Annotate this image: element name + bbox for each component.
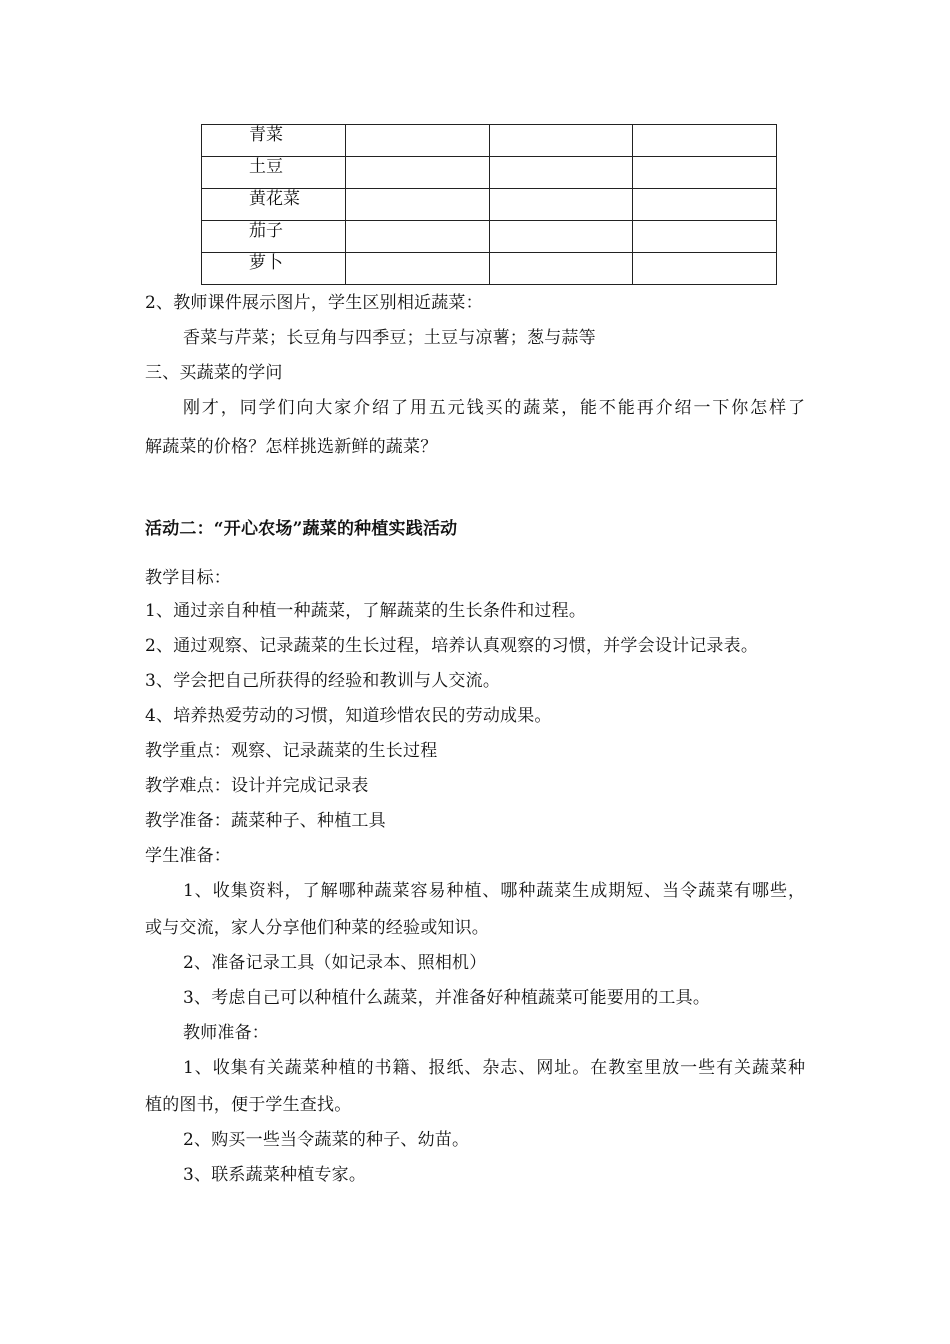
table-cell [633,157,777,189]
paragraph-item-2: 2、教师课件展示图片，学生区别相近蔬菜： [145,293,483,313]
table-cell [346,221,490,253]
teacher-prep-1-line2: 植的图书，便于学生查找。 [145,1095,352,1115]
table-cell [633,189,777,221]
difficulty: 教学难点：设计并完成记录表 [145,776,369,796]
table-cell [490,125,633,157]
table-row [202,189,777,221]
table-cell [633,253,777,285]
student-prep-3: 3、考虑自己可以种植什么蔬菜，并准备好种植蔬菜可能要用的工具。 [183,988,711,1008]
vegetable-name-cell: 黄花菜 [202,189,346,221]
teacher-prep-3: 3、联系蔬菜种植专家。 [183,1165,367,1185]
teacher-prep-label: 教师准备： [183,1023,269,1043]
vegetable-name-cell: 萝卜 [202,253,346,285]
goal-item: 2、通过观察、记录蔬菜的生长过程，培养认真观察的习惯，并学会设计记录表。 [145,636,759,656]
paragraph-part3-line1: 刚才，同学们向大家介绍了用五元钱买的蔬菜，能不能再介绍一下你怎样了 [183,398,805,418]
student-prep-1-line2: 或与交流，家人分享他们种菜的经验或知识。 [145,918,489,938]
table-cell [346,125,490,157]
teacher-prep-2: 2、购买一些当令蔬菜的种子、幼苗。 [183,1130,470,1150]
teacher-prep-1-line1: 1、收集有关蔬菜种植的书籍、报纸、杂志、网址。在教室里放一些有关蔬菜种 [183,1058,805,1078]
goal-item: 3、学会把自己所获得的经验和教训与人交流。 [145,671,501,691]
table-cell [490,189,633,221]
table-row [202,157,777,189]
vegetable-name-cell: 茄子 [202,221,346,253]
table-row [202,221,777,253]
table-cell [490,157,633,189]
goal-item: 4、培养热爱劳动的习惯，知道珍惜农民的劳动成果。 [145,706,552,726]
table-cell [633,125,777,157]
table-cell [346,253,490,285]
table-cell [490,253,633,285]
section-heading-3: 三、买蔬菜的学问 [145,363,283,383]
table-cell [633,221,777,253]
preparation: 教学准备：蔬菜种子、种植工具 [145,811,386,831]
table-row [202,253,777,285]
goals-label: 教学目标： [145,568,231,588]
vegetable-name-cell: 青菜 [202,125,346,157]
table-cell [490,221,633,253]
student-prep-label: 学生准备： [145,846,231,866]
key-point: 教学重点：观察、记录蔬菜的生长过程 [145,741,438,761]
paragraph-item-2-detail: 香菜与芹菜；长豆角与四季豆；土豆与凉薯；葱与蒜等 [183,328,596,348]
table-cell [346,189,490,221]
table-cell [346,157,490,189]
paragraph-part3-line2: 解蔬菜的价格？怎样挑选新鲜的蔬菜？ [145,437,438,457]
student-prep-1-line1: 1、收集资料，了解哪种蔬菜容易种植、哪种蔬菜生成期短、当令蔬菜有哪些， [183,881,805,901]
table-row [202,125,777,157]
vegetable-name-cell: 土豆 [202,157,346,189]
vegetable-table [201,124,777,285]
activity-title: 活动二：“开心农场”蔬菜的种植实践活动 [145,519,458,539]
student-prep-2: 2、准备记录工具（如记录本、照相机） [183,953,487,973]
goal-item: 1、通过亲自种植一种蔬菜，了解蔬菜的生长条件和过程。 [145,601,587,621]
